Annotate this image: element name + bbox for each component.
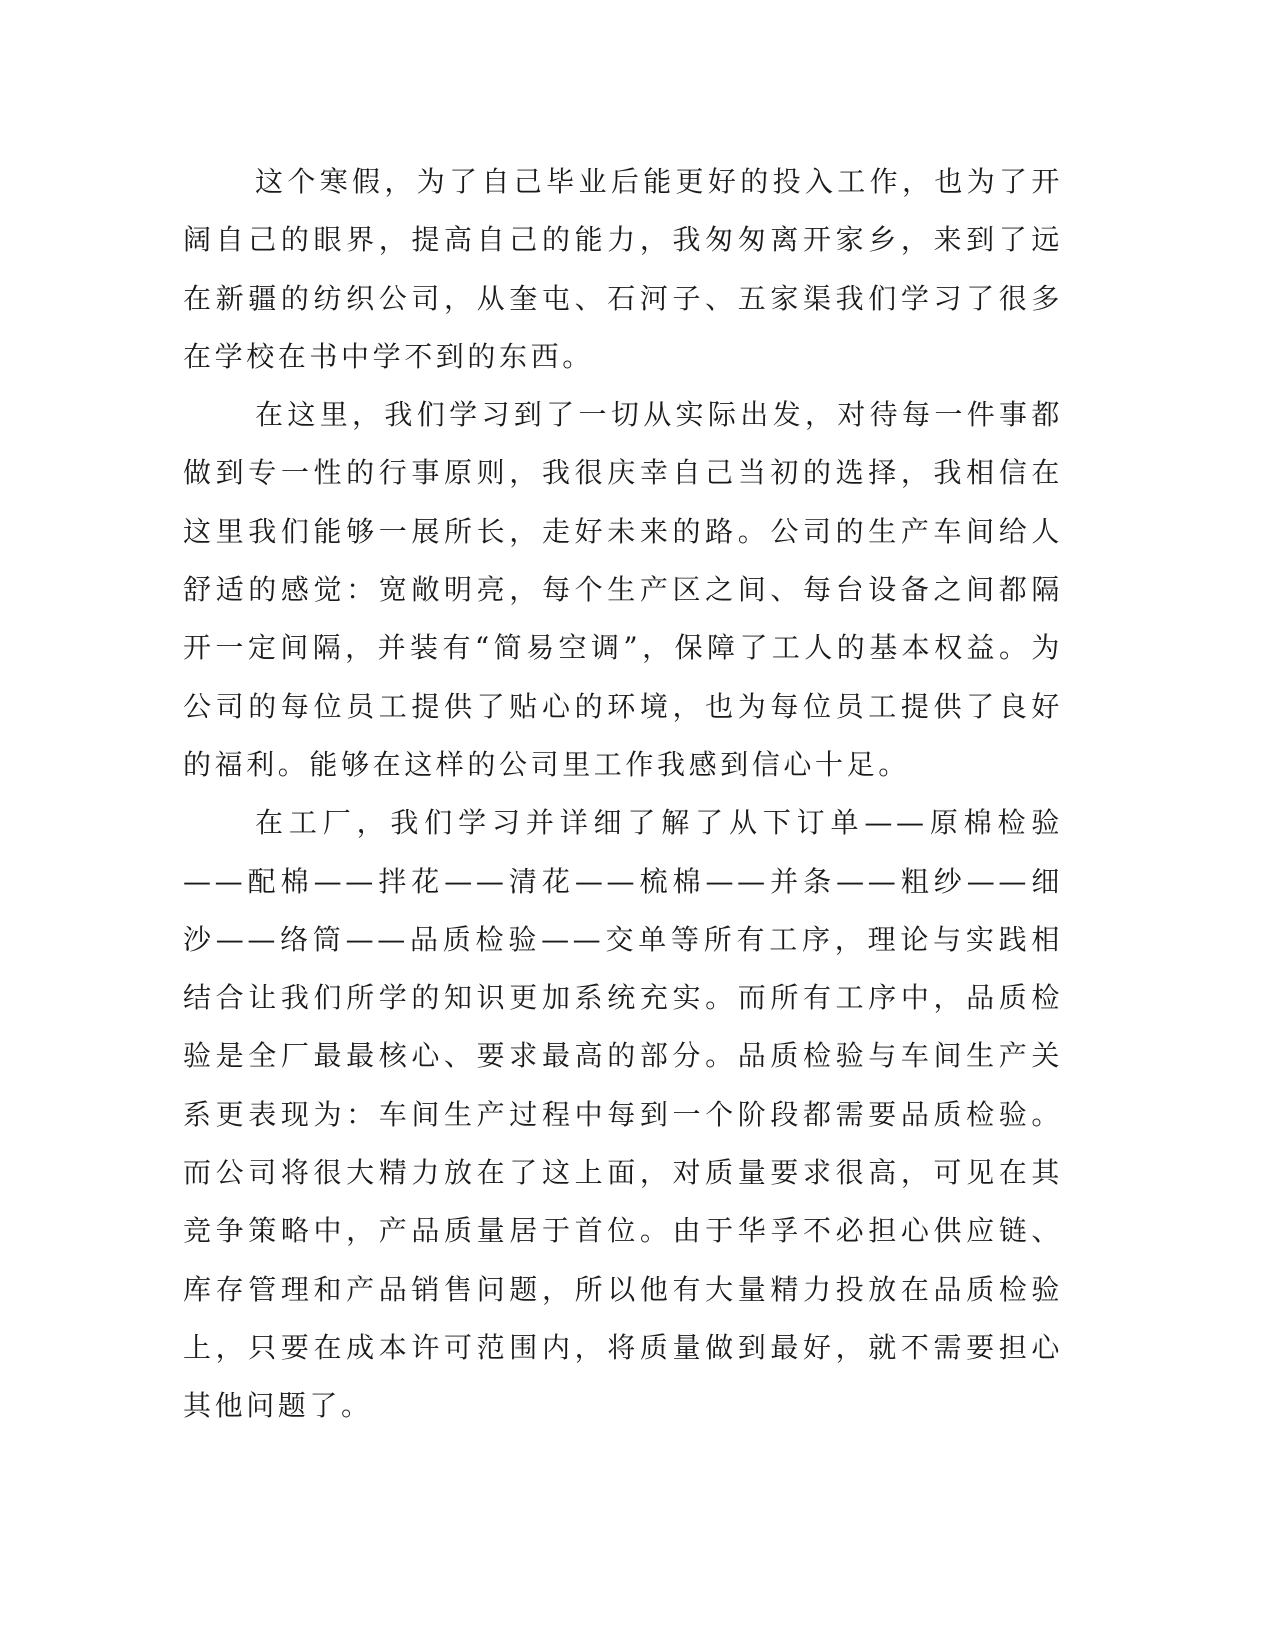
document-body	[183, 153, 1063, 1436]
paragraph-3: 在工厂，我们学习并详细了解了从下订单——原棉检验——配棉——拌花——清花——梳棉——并条——粗纱——细沙——络筒——品质检验——交单等所有工序，理论与实践相结合让我们所学的知识更加系统充实。而所有工序中，品质检验是全厂最最核心、要求最高的部分。品质检验与车间生产关系更表现为：车间生产过程中每到一个阶段都需要品质检验。而公司将很大精力放在了这上面，对质量要求很高，可见在其竞争策略中，产品质量居于首位。由于华孚不必担心供应链、库存管理和产品销售问题，所以他有大量精力投放在品质检验上，只要在成本许可范围内，将质量做到最好，就不需要担心其他问题了。	[183, 806, 1063, 1423]
paragraph-1: 这个寒假，为了自己毕业后能更好的投入工作，也为了开阔自己的眼界，提高自己的能力，我匆匆离开家乡，来到了远在新疆的纺织公司，从奎屯、石河子、五家渠我们学习了很多在学校在书中学不到的东西。	[183, 165, 1063, 373]
paragraph-2: 在这里，我们学习到了一切从实际出发，对待每一件事都做到专一性的行事原则，我很庆幸自己当初的选择，我相信在这里我们能够一展所长，走好未来的路。公司的生产车间给人舒适的感觉：宽敞明亮，每个生产区之间、每台设备之间都隔开一定间隔，并装有“简易空调”，保障了工人的基本权益。为公司的每位员工提供了贴心的环境，也为每位员工提供了良好的福利。能够在这样的公司里工作我感到信心十足。	[183, 398, 1063, 781]
